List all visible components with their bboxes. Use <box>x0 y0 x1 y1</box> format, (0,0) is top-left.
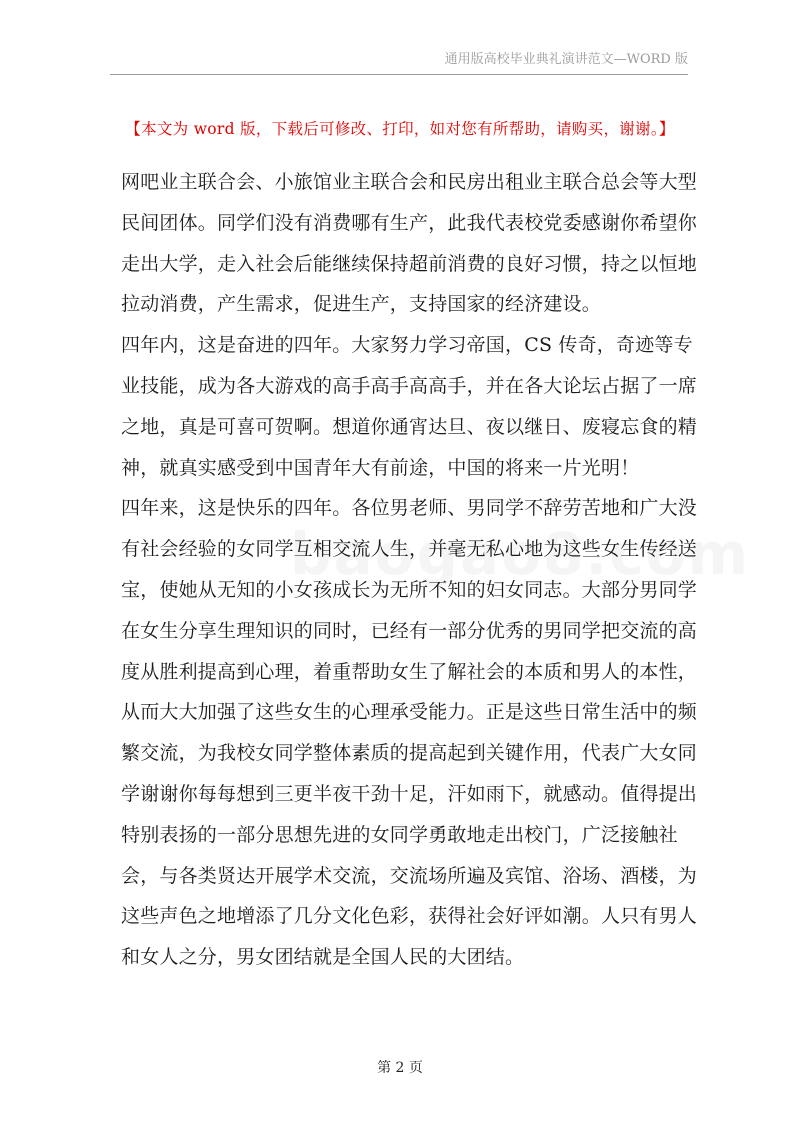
body-line: 会，与各类贤达开展学术交流，交流场所遍及宾馆、浴场、酒楼，为 <box>121 864 698 887</box>
body-line: 从而大大加强了这些女生的心理承受能力。正是这些日常生活中的频 <box>121 701 698 724</box>
body-line: 这些声色之地增添了几分文化色彩，获得社会好评如潮。人只有男人 <box>121 905 698 928</box>
body-line: 有社会经验的女同学互相交流人生，并毫无私心地为这些女生传经送 <box>121 538 698 561</box>
body-line: 和女人之分，男女团结就是全国人民的大团结。 <box>121 946 525 969</box>
body-line: 宝，使她从无知的小女孩成长为无所不知的妇女同志。大部分男同学 <box>121 578 698 601</box>
body-line: 特别表扬的一部分思想先进的女同学勇敢地走出校门，广泛接触社 <box>121 823 678 846</box>
body-line: 拉动消费，产生需求，促进生产，支持国家的经济建设。 <box>121 293 602 316</box>
page-header: 通用版高校毕业典礼演讲范文—WORD 版 <box>444 52 688 67</box>
header-rule <box>110 74 688 75</box>
body-line: 在女生分享生理知识的同时，已经有一部分优秀的男同学把交流的高 <box>121 619 698 642</box>
body-line: 四年内，这是奋进的四年。大家努力学习帝国，CS 传奇，奇迹等专 <box>121 334 693 357</box>
body-line: 民间团体。同学们没有消费哪有生产，此我代表校党委感谢你希望你 <box>121 211 698 234</box>
body-line: 学谢谢你每每想到三更半夜干劲十足，汗如雨下，就感动。值得提出 <box>121 782 698 805</box>
body-line: 度从胜利提高到心理，着重帮助女生了解社会的本质和男人的本性， <box>121 660 698 683</box>
body-line: 繁交流，为我校女同学整体素质的提高起到关键作用，代表广大女同 <box>121 742 698 765</box>
download-notice: 【本文为 word 版，下载后可修改、打印，如对您有所帮助，请购买，谢谢。】 <box>125 120 675 138</box>
body-line: 之地，真是可喜可贺啊。想道你通宵达旦、夜以继日、废寝忘食的精 <box>121 415 698 438</box>
body-line: 走出大学，走入社会后能继续保持超前消费的良好习惯，持之以恒地 <box>121 252 698 275</box>
page-number: 第 2 页 <box>377 1060 423 1076</box>
body-line: 四年来，这是快乐的四年。各位男老师、男同学不辞劳苦地和广大没 <box>121 497 698 520</box>
body-line: 神，就真实感受到中国青年大有前途，中国的将来一片光明！ <box>121 456 640 479</box>
body-line: 业技能，成为各大游戏的高手高手高高手，并在各大论坛占据了一席 <box>121 374 698 397</box>
body-text <box>121 162 698 978</box>
body-line: 网吧业主联合会、小旅馆业主联合会和民房出租业主联合总会等大型 <box>121 171 698 193</box>
